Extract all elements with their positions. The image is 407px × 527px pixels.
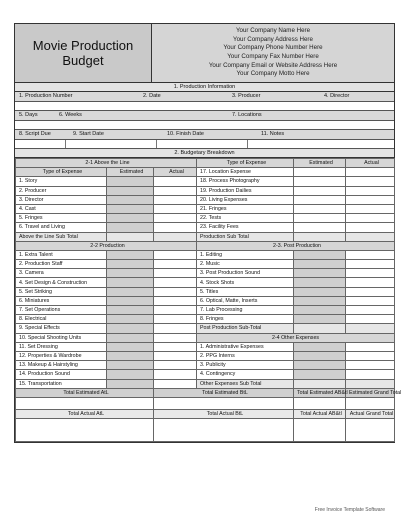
cell-input[interactable] — [154, 177, 197, 186]
title-line-2: Budget — [62, 53, 104, 68]
cell-input[interactable] — [16, 419, 154, 442]
production-subtotal: Production Sub Total — [197, 232, 294, 241]
table-row — [16, 296, 395, 305]
cell-input[interactable] — [294, 204, 346, 213]
table-row — [16, 419, 395, 442]
cell-input[interactable] — [107, 223, 154, 232]
cell-input[interactable] — [346, 324, 395, 333]
table-row — [16, 370, 395, 379]
table-row — [16, 186, 395, 195]
days-label: 5. Days — [19, 112, 38, 118]
cell-input[interactable] — [346, 177, 395, 186]
cell-input[interactable] — [107, 232, 154, 241]
fringes-label: 5. Fringes — [16, 214, 107, 223]
cell-input[interactable] — [107, 287, 154, 296]
table-row — [16, 361, 395, 370]
post-fringes: 8. Fringes — [197, 315, 294, 324]
table-row — [16, 204, 395, 213]
estimated-header: Estimated — [294, 159, 346, 168]
table-row — [16, 397, 395, 409]
cell-input[interactable] — [154, 315, 197, 324]
production-number-label: 1. Production Number — [19, 93, 73, 99]
producer-label: 2. Producer — [16, 186, 107, 195]
date-label: 2. Date — [143, 93, 161, 99]
special-effects: 9. Special Effects — [16, 324, 107, 333]
company-name: Your Company Name Here — [235, 27, 311, 35]
director-label: 4. Director — [324, 93, 350, 99]
cell-input[interactable] — [294, 397, 346, 409]
cell-input[interactable] — [346, 186, 395, 195]
contingency: 4. Contingency — [197, 370, 294, 379]
cell-input[interactable] — [294, 315, 346, 324]
table-row — [16, 278, 395, 287]
special-shooting-units: 10. Special Shooting Units — [16, 333, 107, 342]
cell-input[interactable] — [154, 269, 197, 278]
table-row — [16, 333, 395, 342]
cell-input[interactable] — [154, 186, 197, 195]
cell-input[interactable] — [346, 342, 395, 351]
camera: 3. Camera — [16, 269, 107, 278]
weeks-label: 6. Weeks — [59, 112, 82, 118]
table-row — [16, 342, 395, 351]
company-fax: Your Company Fax Number Here — [227, 53, 319, 60]
table-row — [16, 177, 395, 186]
cell-input[interactable] — [346, 223, 395, 232]
cell-input[interactable] — [154, 278, 197, 287]
cell-input[interactable] — [154, 287, 197, 296]
type-of-expense-col: Type of Expense — [16, 168, 107, 177]
table-row — [16, 168, 395, 177]
estimated-grand-total: Estimated Grand Total — [346, 388, 395, 397]
notes-label: 11. Notes — [261, 131, 285, 137]
company-phone: Your Company Phone Number Here — [223, 44, 323, 52]
cell-input[interactable] — [294, 324, 346, 333]
production-info-title: 1. Production Information — [15, 83, 394, 92]
set-design: 4. Set Design & Construction — [16, 278, 107, 287]
cell-input[interactable] — [107, 315, 154, 324]
cell-input[interactable] — [107, 250, 154, 259]
extra-talent: 1. Extra Talent — [16, 250, 107, 259]
electrical: 8. Electrical — [16, 315, 107, 324]
set-striking: 5. Set Striking — [16, 287, 107, 296]
info-row-3 — [15, 130, 394, 140]
table-row — [16, 324, 395, 333]
type-of-expense-header: Type of Expense — [197, 159, 294, 168]
cell-input[interactable] — [346, 370, 395, 379]
form-title — [15, 24, 152, 82]
stock-shots: 4. Stock Shots — [197, 278, 294, 287]
cell-input[interactable] — [346, 278, 395, 287]
finish-date-label: 10. Finish Date — [167, 131, 204, 137]
locations-label: 7. Locations — [232, 112, 262, 118]
cell-input[interactable] — [107, 296, 154, 305]
cell-input[interactable] — [294, 223, 346, 232]
cell-input[interactable] — [346, 250, 395, 259]
titles: 5. Titles — [197, 287, 294, 296]
production-sound: 14. Production Sound — [16, 370, 107, 379]
cell-input[interactable] — [294, 361, 346, 370]
facility-fees: 23. Facility Fees — [197, 223, 294, 232]
table-row — [16, 232, 395, 241]
post-production-header: 2-3. Post Production — [197, 241, 395, 250]
administrative-expenses: 1. Administrative Expenses — [197, 342, 294, 351]
table-row — [16, 159, 395, 168]
cell-input[interactable] — [294, 186, 346, 195]
cell-input[interactable] — [294, 195, 346, 204]
above-line-subtotal: Above the Line Sub Total — [16, 232, 107, 241]
cell-input[interactable] — [294, 342, 346, 351]
start-date-label: 9. Start Date — [73, 131, 104, 137]
cell-input[interactable] — [107, 204, 154, 213]
cell-input[interactable] — [154, 361, 197, 370]
table-row — [16, 409, 395, 418]
cell-input[interactable] — [107, 177, 154, 186]
total-actual-atl: Total Actual AtL — [16, 409, 154, 418]
table-row — [16, 214, 395, 223]
cell-input[interactable] — [294, 260, 346, 269]
cell-input[interactable] — [294, 419, 346, 442]
cell-input[interactable] — [294, 370, 346, 379]
cell-input[interactable] — [107, 269, 154, 278]
cell-input[interactable] — [294, 214, 346, 223]
travel-living-label: 6. Travel and Living — [16, 223, 107, 232]
cell-input[interactable] — [107, 324, 154, 333]
table-row — [16, 269, 395, 278]
post-production-subtotal: Post Production Sub-Total — [197, 324, 294, 333]
cell-input[interactable] — [346, 397, 395, 409]
cell-input[interactable] — [346, 315, 395, 324]
actual-grand-total: Actual Grand Total — [346, 409, 395, 418]
other-expenses-header: 2-4 Other Expenses — [197, 333, 395, 342]
table-row — [16, 260, 395, 269]
cell-input[interactable] — [107, 351, 154, 360]
cell-input[interactable] — [154, 397, 294, 409]
cell-input[interactable] — [107, 278, 154, 287]
script-due-label: 8. Script Due — [19, 131, 51, 137]
table-row — [16, 195, 395, 204]
cell-input[interactable] — [294, 287, 346, 296]
cell-input[interactable] — [294, 232, 346, 241]
info-row-1-fields[interactable] — [15, 102, 394, 111]
producer-label: 3. Producer — [232, 93, 261, 99]
set-operations: 7. Set Operations — [16, 306, 107, 315]
cell-input[interactable] — [154, 250, 197, 259]
cell-input[interactable] — [154, 370, 197, 379]
post-production-sound: 3. Post Production Sound — [197, 269, 294, 278]
cell-input[interactable] — [346, 351, 395, 360]
cell-input[interactable] — [346, 287, 395, 296]
cell-input[interactable] — [107, 361, 154, 370]
cell-input[interactable] — [154, 379, 197, 388]
location-expense: 17. Location Expense — [197, 168, 294, 177]
table-row — [16, 250, 395, 259]
cell-input[interactable] — [107, 214, 154, 223]
production-staff: 2. Production Staff — [16, 260, 107, 269]
cell-input[interactable] — [107, 370, 154, 379]
cell-input[interactable] — [294, 306, 346, 315]
table-row — [16, 351, 395, 360]
header — [15, 24, 394, 83]
cell-input[interactable] — [294, 269, 346, 278]
cell-input[interactable] — [346, 204, 395, 213]
cast-label: 4. Cast — [16, 204, 107, 213]
cell-input[interactable] — [294, 168, 346, 177]
properties-wardrobe: 12. Properties & Wardrobe — [16, 351, 107, 360]
cell-input[interactable] — [154, 260, 197, 269]
table-row — [16, 315, 395, 324]
music: 2. Music — [197, 260, 294, 269]
cell-input[interactable] — [346, 168, 395, 177]
company-motto: Your Company Motto Here — [236, 70, 310, 78]
cell-input[interactable] — [346, 260, 395, 269]
info-row-2 — [15, 111, 394, 121]
total-estimated-abtl: Total Estimated AB&tl — [294, 388, 346, 397]
company-address: Your Company Address Here — [233, 35, 313, 43]
cell-input[interactable] — [154, 324, 197, 333]
cell-input[interactable] — [346, 361, 395, 370]
footer-credit: Free Invoice Template Software — [314, 507, 385, 513]
optical-matte: 6. Optical, Matte, Inserts — [197, 296, 294, 305]
above-the-line-header: 2-1 Above the Line — [16, 159, 197, 168]
cell-input[interactable] — [346, 232, 395, 241]
publicity: 3. Publicity — [197, 361, 294, 370]
cell-input[interactable] — [294, 296, 346, 305]
cell-input[interactable] — [346, 419, 395, 442]
cell-input[interactable] — [154, 333, 197, 342]
production-dailies: 19. Production Dailies — [197, 186, 294, 195]
living-expenses: 20. Living Expenses — [197, 195, 294, 204]
cell-input[interactable] — [154, 342, 197, 351]
cell-input[interactable] — [107, 195, 154, 204]
table-row — [16, 223, 395, 232]
cell-input[interactable] — [154, 419, 294, 442]
total-estimated-btl: Total Estimated BtL — [154, 388, 294, 397]
cell-input[interactable] — [154, 204, 197, 213]
total-estimated-atl: Total Estimated AtL — [16, 388, 154, 397]
cell-input[interactable] — [346, 269, 395, 278]
budget-breakdown-title: 2. Budgetary Breakdown — [15, 149, 394, 158]
info-row-1 — [15, 92, 394, 102]
cell-input[interactable] — [154, 195, 197, 204]
total-actual-btl: Total Actual BtL — [154, 409, 294, 418]
cell-input[interactable] — [346, 195, 395, 204]
cell-input[interactable] — [346, 306, 395, 315]
budget-table — [15, 158, 402, 442]
title-line-1: Movie Production — [32, 38, 134, 53]
table-row — [16, 379, 395, 388]
table-row — [16, 287, 395, 296]
company-email: Your Company Email or Website Address Here — [208, 61, 338, 69]
lab-processing: 7. Lab Processing — [197, 306, 294, 315]
info-row-3-fields[interactable] — [15, 140, 394, 149]
editing: 1. Editing — [197, 250, 294, 259]
table-row — [16, 306, 395, 315]
cell-input[interactable] — [16, 397, 154, 409]
company-info — [152, 24, 394, 82]
actual-col: Actual — [154, 168, 197, 177]
total-actual-abtl: Total Actual AB&tl — [294, 409, 346, 418]
cell-input[interactable] — [346, 296, 395, 305]
cell-input[interactable] — [346, 214, 395, 223]
table-row — [16, 388, 395, 397]
cell-input[interactable] — [294, 278, 346, 287]
transportation: 15. Transportation — [16, 379, 107, 388]
cell-input[interactable] — [154, 232, 197, 241]
actual-header: Actual — [346, 159, 395, 168]
cell-input[interactable] — [294, 177, 346, 186]
makeup-hairstyling: 13. Makeup & Hairstyling — [16, 361, 107, 370]
cell-input[interactable] — [346, 379, 395, 388]
tests-label: 22. Tests — [197, 214, 294, 223]
other-expenses-subtotal: Other Expenses Sub Total — [197, 379, 294, 388]
cell-input[interactable] — [154, 296, 197, 305]
cell-input[interactable] — [294, 379, 346, 388]
production-header: 2-2 Production — [16, 241, 197, 250]
set-dressing: 11. Set Dressing — [16, 342, 107, 351]
process-photography: 18. Process Photography — [197, 177, 294, 186]
fringes-label: 21. Fringes — [197, 204, 294, 213]
ppg-interns: 2. PPG Interns — [197, 351, 294, 360]
cell-input[interactable] — [107, 379, 154, 388]
cell-input[interactable] — [107, 333, 154, 342]
cell-input[interactable] — [154, 306, 197, 315]
table-row — [16, 241, 395, 250]
cell-input[interactable] — [107, 306, 154, 315]
cell-input[interactable] — [294, 250, 346, 259]
cell-input[interactable] — [154, 214, 197, 223]
miniatures: 6. Miniatures — [16, 296, 107, 305]
estimated-col: Estimated — [107, 168, 154, 177]
story-label: 1. Story — [16, 177, 107, 186]
cell-input[interactable] — [107, 342, 154, 351]
cell-input[interactable] — [154, 351, 197, 360]
budget-sheet — [14, 23, 402, 443]
director-label: 3. Director — [16, 195, 107, 204]
cell-input[interactable] — [154, 223, 197, 232]
info-row-2-fields[interactable] — [15, 121, 394, 130]
cell-input[interactable] — [107, 260, 154, 269]
cell-input[interactable] — [107, 186, 154, 195]
cell-input[interactable] — [294, 351, 346, 360]
